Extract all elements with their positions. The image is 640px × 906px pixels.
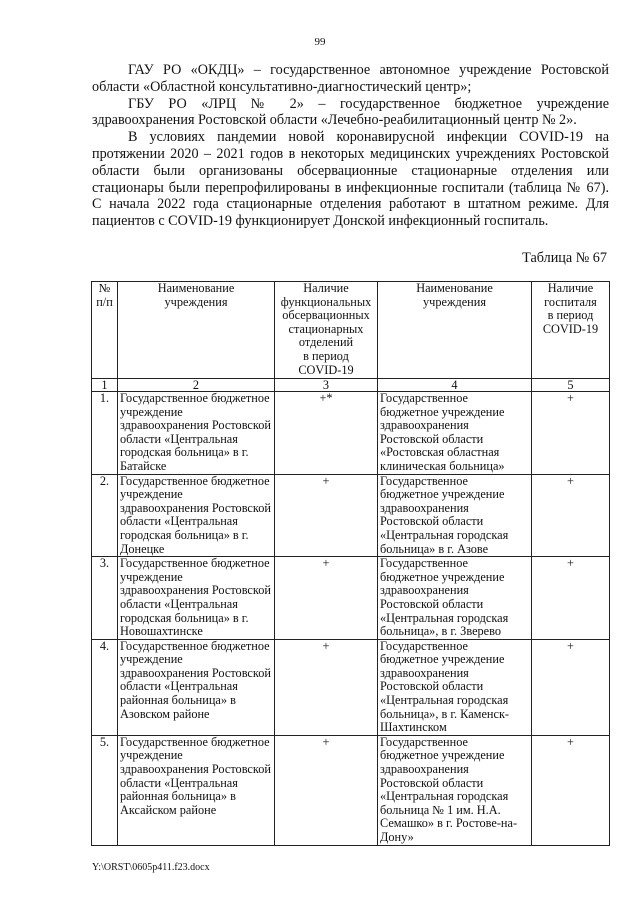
institution-cell-2: Государственное бюджетное учреждение здравоохранения Ростовской области «Центральная городская больница», в г. Зверево <box>378 557 532 640</box>
hospital-mark: + <box>532 735 610 845</box>
institution-cell: Государственное бюджетное учреждение здравоохранения Ростовской области «Центральная городская больница» в г. Донецке <box>118 474 275 557</box>
table-row <box>92 639 610 735</box>
table-row <box>92 392 610 475</box>
institution-cell: Государственное бюджетное учреждение здравоохранения Ростовской области «Центральная городская больница» в г. Батайске <box>118 392 275 475</box>
column-number: 5 <box>532 379 610 392</box>
column-number: 3 <box>275 379 378 392</box>
observation-mark: +* <box>275 392 378 475</box>
column-number: 1 <box>92 379 118 392</box>
observation-mark: + <box>275 474 378 557</box>
institution-cell: Государственное бюджетное учреждение здравоохранения Ростовской области «Центральная районная больница» в Аксайском районе <box>118 735 275 845</box>
observation-mark: + <box>275 557 378 640</box>
institution-cell-2: Государственное бюджетное учреждение здравоохранения Ростовской области «Центральная городская больница» в г. Азове <box>378 474 532 557</box>
observation-mark: + <box>275 639 378 735</box>
row-number: 4. <box>92 639 118 735</box>
row-number: 5. <box>92 735 118 845</box>
header-hospital: Наличие госпиталя в период COVID-19 <box>532 282 610 379</box>
table-row <box>92 474 610 557</box>
row-number: 3. <box>92 557 118 640</box>
header-observation-units: Наличие функциональных обсервационных стационарных отделений в период COVID-19 <box>275 282 378 379</box>
institution-cell: Государственное бюджетное учреждение здравоохранения Ростовской области «Центральная городская больница» в г. Новошахтинске <box>118 557 275 640</box>
table-row <box>92 557 610 640</box>
institution-cell-2: Государственное бюджетное учреждение здравоохранения Ростовской области «Центральная городская больница», в г. Каменск-Шахтинском <box>378 639 532 735</box>
header-institution: Наименование учреждения <box>118 282 275 379</box>
institution-cell-2: Государственное бюджетное учреждение здравоохранения Ростовской области «Центральная городская больница № 1 им. Н.А. Семашко» в г. Ростове-на-Дону» <box>378 735 532 845</box>
intro-paragraph: ГАУ РО «ОКДЦ» – государственное автономное учреждение Ростовской области «Областной консультативно-диагностический центр»; <box>92 62 609 95</box>
hospital-mark: + <box>532 557 610 640</box>
hospital-mark: + <box>532 474 610 557</box>
header-institution-2: Наименование учреждения <box>378 282 532 379</box>
column-number: 4 <box>378 379 532 392</box>
page-number: 99 <box>314 36 326 48</box>
header-number: № п/п <box>92 282 118 379</box>
table-row <box>92 735 610 845</box>
table-caption: Таблица № 67 <box>522 250 607 266</box>
institution-cell-2: Государственное бюджетное учреждение здравоохранения Ростовской области «Ростовская областная клиническая больница» <box>378 392 532 475</box>
hospital-mark: + <box>532 392 610 475</box>
row-number: 2. <box>92 474 118 557</box>
intro-paragraph: В условиях пандемии новой коронавирусной инфекции COVID-19 на протяжении 2020 – 2021 годов в некоторых медицинских учреждениях Ростовской области были организованы обсервационные стационарные отделения или стационары были перепрофилированы в инфекционные госпитали (таблица № 67). С начала 2022 года стационарные отделения работают в штатном режиме. Для пациентов с COVID-19 функционирует Донской инфекционный госпиталь. <box>92 129 609 230</box>
observation-mark: + <box>275 735 378 845</box>
row-number: 1. <box>92 392 118 475</box>
intro-text <box>92 62 609 230</box>
intro-paragraph: ГБУ РО «ЛРЦ № 2» – государственное бюджетное учреждение здравоохранения Ростовской области «Лечебно-реабилитационный центр № 2». <box>92 95 609 129</box>
file-path-footer: Y:\ORST\0605p411.f23.docx <box>92 862 210 873</box>
institutions-table <box>91 281 610 846</box>
column-number: 2 <box>118 379 275 392</box>
hospital-mark: + <box>532 639 610 735</box>
institution-cell: Государственное бюджетное учреждение здравоохранения Ростовской области «Центральная районная больница» в Азовском районе <box>118 639 275 735</box>
